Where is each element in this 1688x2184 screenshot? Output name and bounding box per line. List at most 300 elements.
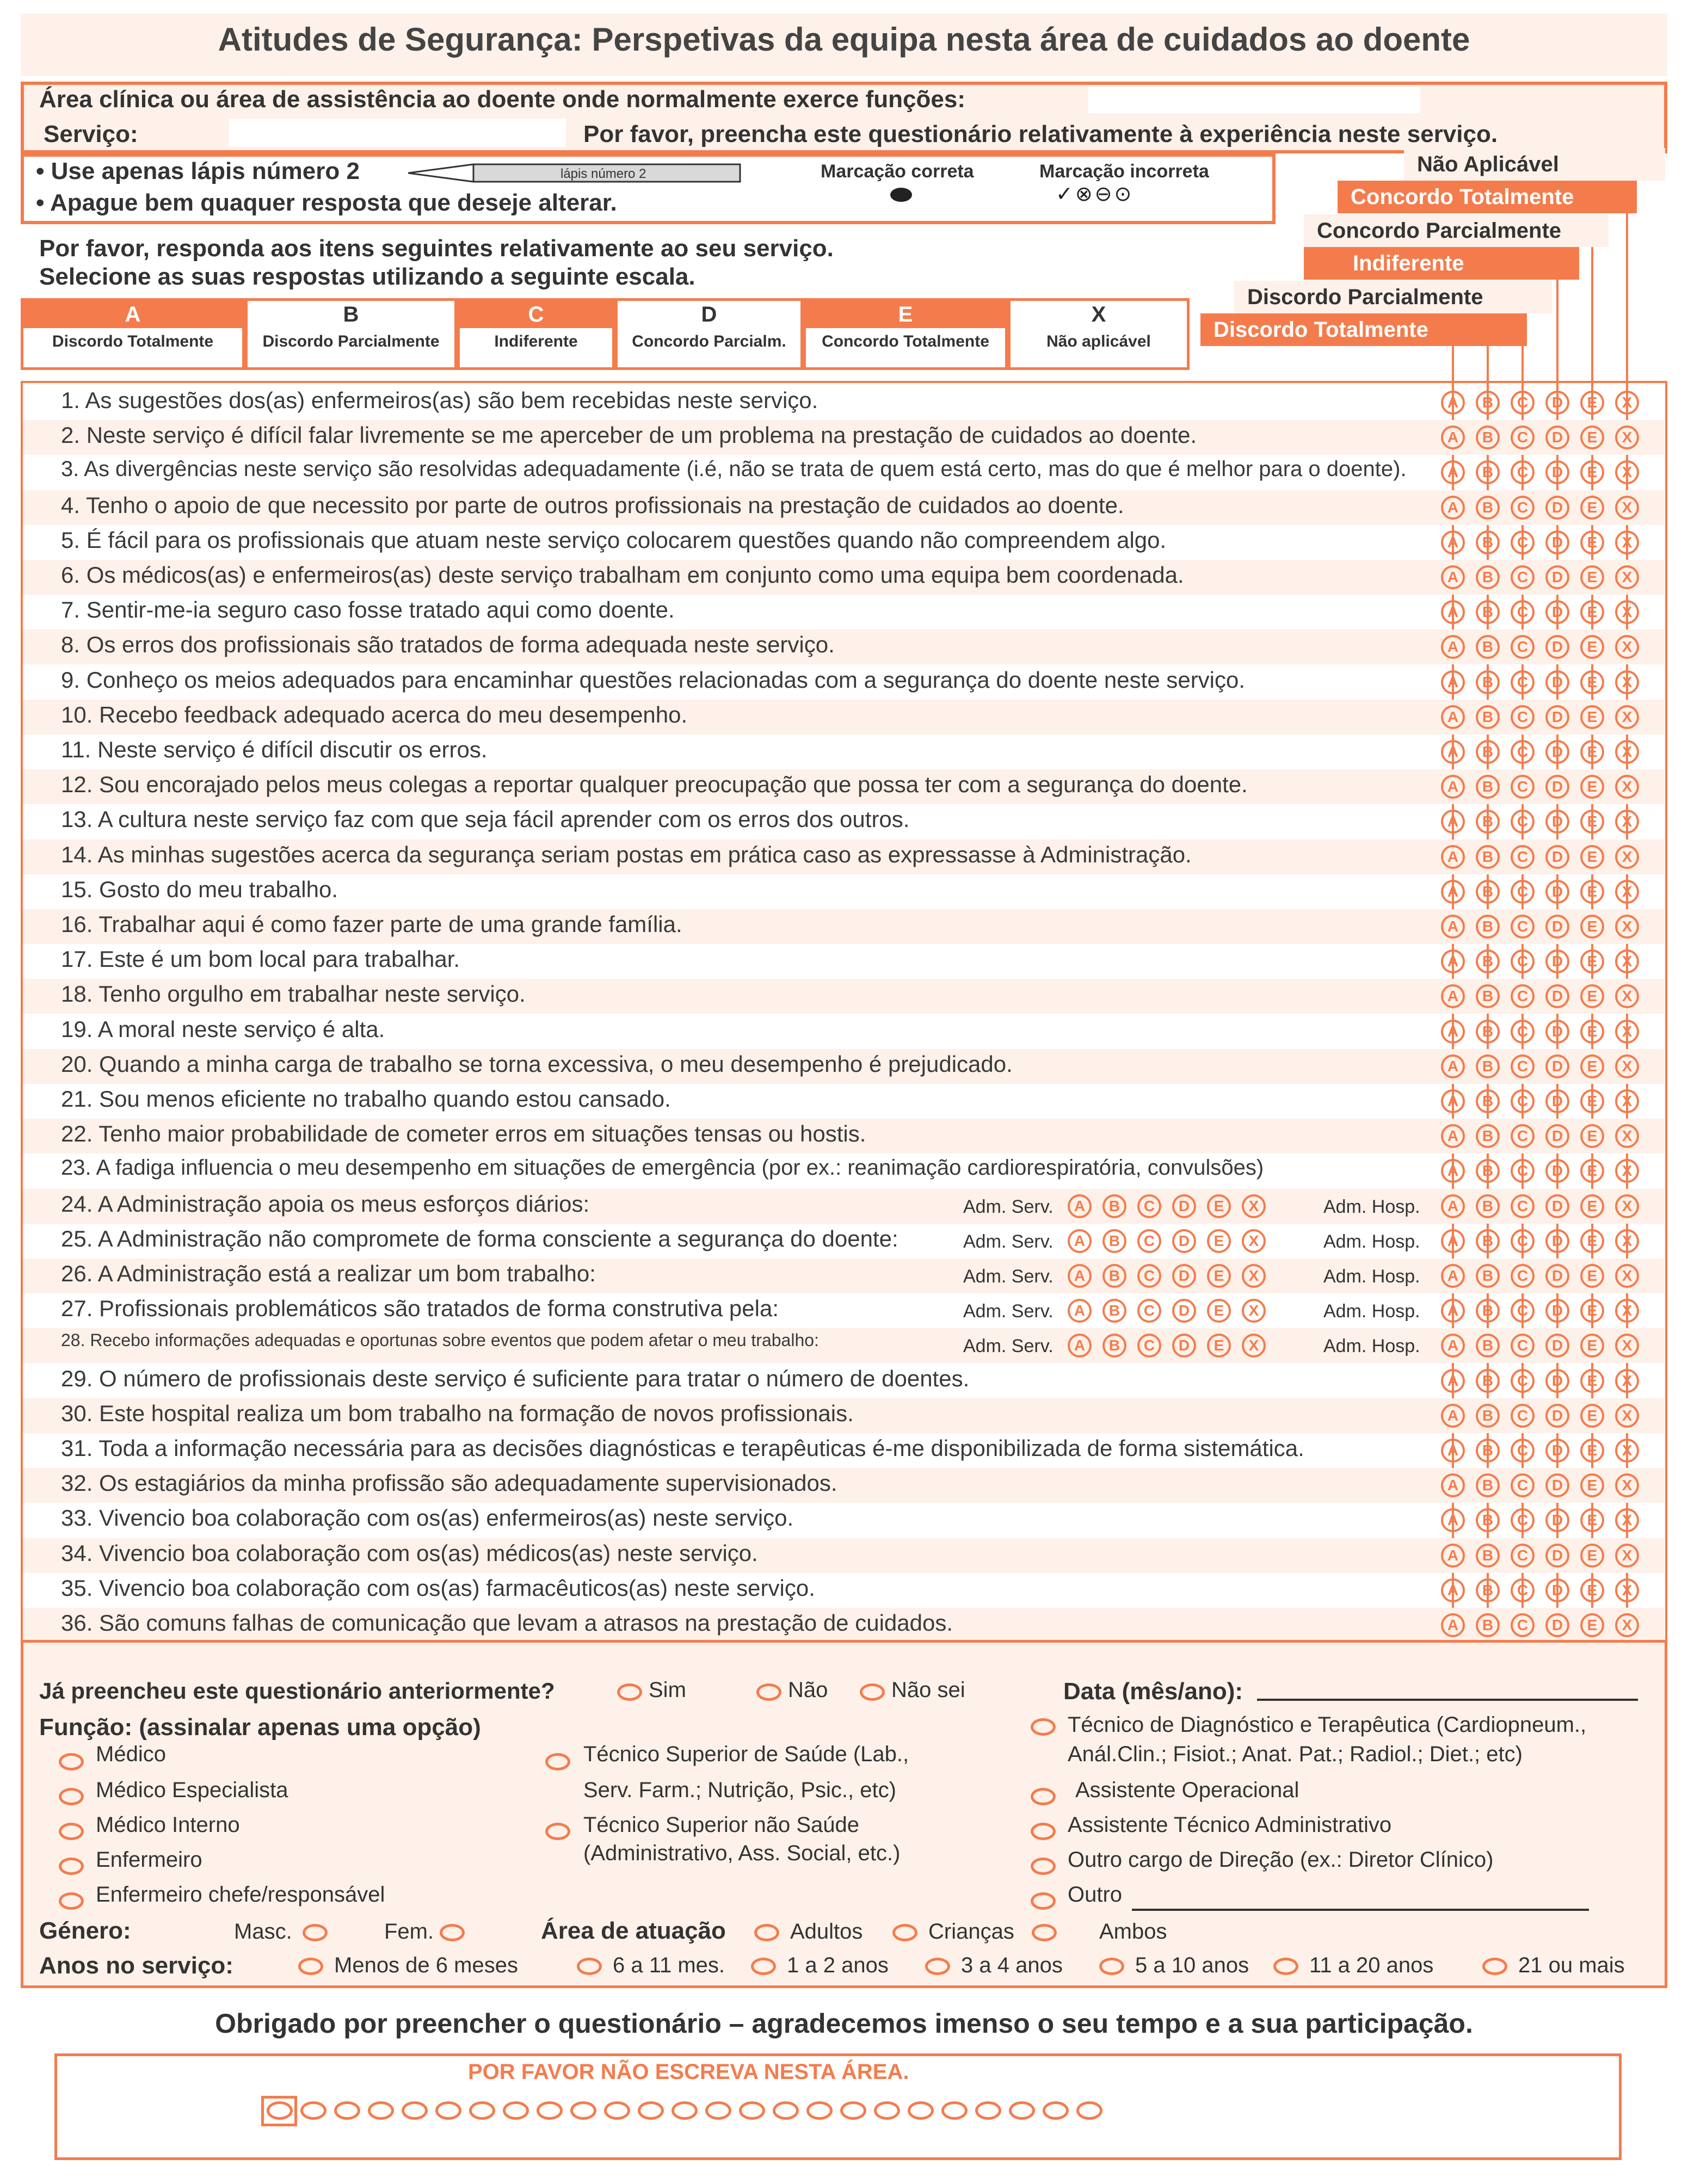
- answer-bubble-e[interactable]: E: [1580, 1473, 1604, 1497]
- answer-bubble-d[interactable]: D: [1545, 1578, 1569, 1602]
- answer-bubble-x[interactable]: X: [1615, 600, 1639, 624]
- answer-bubble-b[interactable]: B: [1476, 775, 1500, 799]
- answer-bubble-x[interactable]: X: [1615, 915, 1639, 939]
- years-radio[interactable]: [1273, 1958, 1298, 1975]
- answer-bubble-a[interactable]: A: [1441, 740, 1465, 764]
- answer-bubble-a[interactable]: A: [1441, 425, 1465, 449]
- adm-serv-bubble-x[interactable]: X: [1242, 1194, 1266, 1218]
- answer-bubble-a[interactable]: A: [1441, 1508, 1465, 1532]
- answer-bubble-b[interactable]: B: [1476, 880, 1500, 904]
- answer-bubble-c[interactable]: C: [1511, 1229, 1535, 1253]
- answer-bubble-x[interactable]: X: [1615, 1439, 1639, 1463]
- service-input[interactable]: [229, 119, 566, 147]
- answer-bubble-a[interactable]: A: [1441, 705, 1465, 729]
- answer-bubble-b[interactable]: B: [1476, 1613, 1500, 1637]
- func-enfchefe-radio[interactable]: [59, 1892, 84, 1910]
- answer-bubble-x[interactable]: X: [1615, 1473, 1639, 1497]
- answer-bubble-b[interactable]: B: [1476, 635, 1500, 659]
- func-medico-radio[interactable]: [59, 1753, 84, 1770]
- adm-serv-bubble-d[interactable]: D: [1172, 1334, 1196, 1358]
- answer-bubble-c[interactable]: C: [1511, 1439, 1535, 1463]
- func-especialista-radio[interactable]: [59, 1788, 84, 1805]
- answer-bubble-c[interactable]: C: [1511, 1334, 1535, 1358]
- adm-serv-bubble-d[interactable]: D: [1172, 1229, 1196, 1253]
- answer-bubble-e[interactable]: E: [1580, 530, 1604, 554]
- answer-bubble-a[interactable]: A: [1441, 1020, 1465, 1044]
- answer-bubble-b[interactable]: B: [1476, 1544, 1500, 1568]
- erase-instruction: • Apague bem quaquer resposta que deseje alterar.: [36, 189, 617, 216]
- answer-bubble-a[interactable]: A: [1441, 1264, 1465, 1288]
- answer-bubble-d[interactable]: D: [1545, 1299, 1569, 1323]
- answer-bubble-d[interactable]: D: [1545, 1229, 1569, 1253]
- answer-bubble-x[interactable]: X: [1615, 635, 1639, 659]
- answer-bubble-e[interactable]: E: [1580, 1124, 1604, 1148]
- answer-bubble-d[interactable]: D: [1545, 1264, 1569, 1288]
- answer-bubble-b[interactable]: B: [1476, 915, 1500, 939]
- answer-bubble-x[interactable]: X: [1615, 705, 1639, 729]
- answer-bubble-c[interactable]: C: [1511, 565, 1535, 589]
- answer-bubble-x[interactable]: X: [1615, 1334, 1639, 1358]
- answer-bubble-d[interactable]: D: [1545, 460, 1569, 484]
- adm-serv-bubble-b[interactable]: B: [1102, 1229, 1126, 1253]
- answer-bubble-x[interactable]: X: [1615, 984, 1639, 1008]
- adm-serv-bubble-c[interactable]: C: [1137, 1194, 1161, 1218]
- answer-bubble-c[interactable]: C: [1511, 1369, 1535, 1393]
- adm-serv-bubble-a[interactable]: A: [1068, 1264, 1092, 1288]
- answer-bubble-b[interactable]: B: [1476, 565, 1500, 589]
- prev-sim-label: Sim: [649, 1678, 686, 1702]
- answer-bubble-x[interactable]: X: [1615, 1054, 1639, 1078]
- answer-bubble-d[interactable]: D: [1545, 705, 1569, 729]
- answer-bubble-e[interactable]: E: [1580, 1369, 1604, 1393]
- answer-bubble-x[interactable]: X: [1615, 775, 1639, 799]
- gender-masc-radio[interactable]: [303, 1924, 328, 1941]
- adm-serv-bubble-x[interactable]: X: [1242, 1299, 1266, 1323]
- adm-serv-bubble-e[interactable]: E: [1207, 1299, 1231, 1323]
- years-radio[interactable]: [577, 1958, 602, 1975]
- answer-bubble-x[interactable]: X: [1615, 565, 1639, 589]
- answer-bubble-b[interactable]: B: [1476, 1089, 1500, 1113]
- answer-bubble-d[interactable]: D: [1545, 775, 1569, 799]
- answer-bubble-d[interactable]: D: [1545, 425, 1569, 449]
- answer-bubble-a[interactable]: A: [1441, 810, 1465, 834]
- adm-serv-bubble-x[interactable]: X: [1242, 1334, 1266, 1358]
- answer-bubble-e[interactable]: E: [1580, 670, 1604, 694]
- answer-bubble-a[interactable]: A: [1441, 915, 1465, 939]
- answer-bubble-b[interactable]: B: [1476, 984, 1500, 1008]
- answer-bubble-b[interactable]: B: [1476, 1473, 1500, 1497]
- answer-bubble-a[interactable]: A: [1441, 1229, 1465, 1253]
- question-row: [23, 525, 1664, 560]
- answer-bubble-d[interactable]: D: [1545, 635, 1569, 659]
- answer-bubble-b[interactable]: B: [1476, 1369, 1500, 1393]
- answer-bubble-d[interactable]: D: [1545, 1473, 1569, 1497]
- answer-bubble-c[interactable]: C: [1511, 740, 1535, 764]
- adm-serv-bubble-e[interactable]: E: [1207, 1334, 1231, 1358]
- func-direcao-radio[interactable]: [1031, 1858, 1056, 1875]
- answer-bubble-e[interactable]: E: [1580, 1613, 1604, 1637]
- adm-serv-bubble-a[interactable]: A: [1068, 1334, 1092, 1358]
- answer-bubble-b[interactable]: B: [1476, 810, 1500, 834]
- answer-bubble-x[interactable]: X: [1615, 1369, 1639, 1393]
- answer-bubble-a[interactable]: A: [1441, 391, 1465, 415]
- answer-bubble-a[interactable]: A: [1441, 880, 1465, 904]
- answer-bubble-d[interactable]: D: [1545, 1613, 1569, 1637]
- answer-bubble-e[interactable]: E: [1580, 880, 1604, 904]
- answer-bubble-d[interactable]: D: [1545, 1439, 1569, 1463]
- answer-bubble-d[interactable]: D: [1545, 530, 1569, 554]
- answer-bubble-x[interactable]: X: [1615, 949, 1639, 973]
- answer-bubble-c[interactable]: C: [1511, 915, 1535, 939]
- answer-bubble-a[interactable]: A: [1441, 1194, 1465, 1218]
- answer-bubble-x[interactable]: X: [1615, 880, 1639, 904]
- answer-bubble-c[interactable]: C: [1511, 984, 1535, 1008]
- answer-bubble-d[interactable]: D: [1545, 1334, 1569, 1358]
- answer-bubble-d[interactable]: D: [1545, 810, 1569, 834]
- answer-bubble-e[interactable]: E: [1580, 984, 1604, 1008]
- answer-bubble-a[interactable]: A: [1441, 600, 1465, 624]
- answer-bubble-c[interactable]: C: [1511, 1404, 1535, 1428]
- answer-bubble-d[interactable]: D: [1545, 391, 1569, 415]
- adm-serv-bubble-a[interactable]: A: [1068, 1194, 1092, 1218]
- answer-bubble-a[interactable]: A: [1441, 775, 1465, 799]
- answer-bubble-c[interactable]: C: [1511, 1578, 1535, 1602]
- answer-bubble-e[interactable]: E: [1580, 949, 1604, 973]
- answer-bubble-b[interactable]: B: [1476, 1124, 1500, 1148]
- adm-hosp-label: Adm. Hosp.: [1323, 1266, 1420, 1287]
- answer-bubble-b[interactable]: B: [1476, 705, 1500, 729]
- answer-bubble-c[interactable]: C: [1511, 1054, 1535, 1078]
- answer-bubble-e[interactable]: E: [1580, 425, 1604, 449]
- no-write-bubble: [300, 2101, 326, 2120]
- adm-serv-bubble-c[interactable]: C: [1137, 1299, 1161, 1323]
- answer-bubble-c[interactable]: C: [1511, 635, 1535, 659]
- answer-bubble-b[interactable]: B: [1476, 670, 1500, 694]
- adm-serv-bubble-b[interactable]: B: [1102, 1334, 1126, 1358]
- answer-bubble-c[interactable]: C: [1511, 949, 1535, 973]
- prev-nao-radio[interactable]: [756, 1683, 781, 1701]
- answer-bubble-e[interactable]: E: [1580, 1054, 1604, 1078]
- answer-bubble-d[interactable]: D: [1545, 1194, 1569, 1218]
- answer-bubble-e[interactable]: E: [1580, 775, 1604, 799]
- answer-bubble-e[interactable]: E: [1580, 1194, 1604, 1218]
- question-text: 11. Neste serviço é difícil discutir os erros.: [61, 737, 488, 762]
- question-row: [23, 1328, 1664, 1363]
- func-outro-radio[interactable]: [1031, 1892, 1056, 1910]
- no-write-bubble: [739, 2101, 765, 2120]
- question-text: 20. Quando a minha carga de trabalho se torna excessiva, o meu desempenho é prejudicado.: [61, 1051, 1013, 1077]
- adm-hosp-label: Adm. Hosp.: [1323, 1231, 1420, 1252]
- answer-bubble-a[interactable]: A: [1441, 1054, 1465, 1078]
- answer-bubble-a[interactable]: A: [1441, 949, 1465, 973]
- answer-bubble-d[interactable]: D: [1545, 1054, 1569, 1078]
- answer-bubble-d[interactable]: D: [1545, 984, 1569, 1008]
- answer-bubble-a[interactable]: A: [1441, 1369, 1465, 1393]
- answer-bubble-b[interactable]: B: [1476, 460, 1500, 484]
- answer-bubble-c[interactable]: C: [1511, 1613, 1535, 1637]
- answer-bubble-x[interactable]: X: [1615, 1613, 1639, 1637]
- answer-bubble-c[interactable]: C: [1511, 1020, 1535, 1044]
- answer-bubble-c[interactable]: C: [1511, 1089, 1535, 1113]
- answer-bubble-b[interactable]: B: [1476, 530, 1500, 554]
- answer-bubble-c[interactable]: C: [1511, 670, 1535, 694]
- func-tss-radio[interactable]: [545, 1753, 570, 1770]
- adm-serv-bubble-c[interactable]: C: [1137, 1334, 1161, 1358]
- answer-bubble-x[interactable]: X: [1615, 1544, 1639, 1568]
- answer-bubble-c[interactable]: C: [1511, 530, 1535, 554]
- answer-bubble-x[interactable]: X: [1615, 740, 1639, 764]
- answer-bubble-a[interactable]: A: [1441, 565, 1465, 589]
- answer-bubble-x[interactable]: X: [1615, 1578, 1639, 1602]
- question-text: 1. As sugestões dos(as) enfermeiros(as) são bem recebidas neste serviço.: [61, 387, 818, 413]
- answer-bubble-d[interactable]: D: [1545, 600, 1569, 624]
- answer-bubble-d[interactable]: D: [1545, 496, 1569, 520]
- answer-bubble-c[interactable]: C: [1511, 460, 1535, 484]
- answer-bubble-b[interactable]: B: [1476, 740, 1500, 764]
- adm-serv-bubble-x[interactable]: X: [1242, 1229, 1266, 1253]
- years-radio[interactable]: [1482, 1958, 1507, 1975]
- func-operacional-radio[interactable]: [1031, 1788, 1056, 1805]
- area-ambos-radio[interactable]: [1032, 1924, 1057, 1941]
- adm-serv-bubble-a[interactable]: A: [1068, 1229, 1092, 1253]
- adm-serv-bubble-e[interactable]: E: [1207, 1264, 1231, 1288]
- answer-bubble-x[interactable]: X: [1615, 810, 1639, 834]
- answer-bubble-e[interactable]: E: [1580, 391, 1604, 415]
- answer-bubble-b[interactable]: B: [1476, 1578, 1500, 1602]
- adm-serv-bubble-x[interactable]: X: [1242, 1264, 1266, 1288]
- answer-bubble-d[interactable]: D: [1545, 740, 1569, 764]
- answer-bubble-x[interactable]: X: [1615, 460, 1639, 484]
- answer-bubble-x[interactable]: X: [1615, 496, 1639, 520]
- answer-bubble-b[interactable]: B: [1476, 949, 1500, 973]
- answer-bubble-x[interactable]: X: [1615, 425, 1639, 449]
- answer-bubble-e[interactable]: E: [1580, 496, 1604, 520]
- func-enfermeiro-radio[interactable]: [59, 1858, 84, 1875]
- answer-bubble-e[interactable]: E: [1580, 845, 1604, 869]
- answer-bubble-d[interactable]: D: [1545, 1089, 1569, 1113]
- answer-bubble-b[interactable]: B: [1476, 1299, 1500, 1323]
- answer-bubble-b[interactable]: B: [1476, 496, 1500, 520]
- adm-serv-label: Adm. Serv.: [963, 1266, 1054, 1287]
- answer-bubble-d[interactable]: D: [1545, 1404, 1569, 1428]
- answer-bubble-c[interactable]: C: [1511, 845, 1535, 869]
- answer-bubble-a[interactable]: A: [1441, 1404, 1465, 1428]
- answer-bubble-c[interactable]: C: [1511, 810, 1535, 834]
- prev-naosei-radio[interactable]: [860, 1683, 885, 1701]
- adm-serv-bubble-b[interactable]: B: [1102, 1299, 1126, 1323]
- answer-bubble-a[interactable]: A: [1441, 984, 1465, 1008]
- adm-serv-bubble-d[interactable]: D: [1172, 1299, 1196, 1323]
- answer-bubble-c[interactable]: C: [1511, 775, 1535, 799]
- answer-bubble-x[interactable]: X: [1615, 1299, 1639, 1323]
- answer-bubble-e[interactable]: E: [1580, 1159, 1604, 1183]
- answer-bubble-a[interactable]: A: [1441, 635, 1465, 659]
- adm-serv-bubble-b[interactable]: B: [1102, 1264, 1126, 1288]
- func-ata: Assistente Técnico Administrativo: [1068, 1813, 1392, 1837]
- answer-bubble-d[interactable]: D: [1545, 1159, 1569, 1183]
- answer-bubble-a[interactable]: A: [1441, 1613, 1465, 1637]
- func-tsns-radio[interactable]: [545, 1823, 570, 1840]
- answer-bubble-c[interactable]: C: [1511, 1159, 1535, 1183]
- answer-bubble-b[interactable]: B: [1476, 391, 1500, 415]
- answer-bubble-e[interactable]: E: [1580, 1544, 1604, 1568]
- answer-bubble-d[interactable]: D: [1545, 1544, 1569, 1568]
- answer-bubble-e[interactable]: E: [1580, 1264, 1604, 1288]
- answer-bubble-a[interactable]: A: [1441, 1159, 1465, 1183]
- question-text: 35. Vivencio boa colaboração com os(as) farmacêuticos(as) neste serviço.: [61, 1575, 815, 1601]
- years-radio[interactable]: [751, 1958, 776, 1975]
- answer-bubble-c[interactable]: C: [1511, 1264, 1535, 1288]
- answer-bubble-c[interactable]: C: [1511, 1544, 1535, 1568]
- answer-bubble-c[interactable]: C: [1511, 1508, 1535, 1532]
- answer-bubble-d[interactable]: D: [1545, 1124, 1569, 1148]
- answer-bubble-e[interactable]: E: [1580, 1229, 1604, 1253]
- answer-bubble-d[interactable]: D: [1545, 845, 1569, 869]
- adm-serv-bubble-e[interactable]: E: [1207, 1194, 1231, 1218]
- answer-bubble-d[interactable]: D: [1545, 949, 1569, 973]
- answer-bubble-a[interactable]: A: [1441, 1578, 1465, 1602]
- func-outro-input[interactable]: [1132, 1909, 1589, 1911]
- answer-bubble-e[interactable]: E: [1580, 1439, 1604, 1463]
- answer-bubble-e[interactable]: E: [1580, 1508, 1604, 1532]
- answer-bubble-b[interactable]: B: [1476, 1020, 1500, 1044]
- func-tdt-radio[interactable]: [1031, 1718, 1056, 1736]
- answer-bubble-d[interactable]: D: [1545, 670, 1569, 694]
- answer-bubble-b[interactable]: B: [1476, 845, 1500, 869]
- answer-bubble-d[interactable]: D: [1545, 1020, 1569, 1044]
- years-radio[interactable]: [925, 1958, 950, 1975]
- answer-bubble-x[interactable]: X: [1615, 1124, 1639, 1148]
- years-radio[interactable]: [1099, 1958, 1124, 1975]
- answer-bubble-c[interactable]: C: [1511, 705, 1535, 729]
- question-text: 14. As minhas sugestões acerca da segurança seriam postas em prática caso as expressasse à Administração.: [61, 841, 1192, 867]
- answer-bubble-b[interactable]: B: [1476, 1404, 1500, 1428]
- answer-bubble-e[interactable]: E: [1580, 1578, 1604, 1602]
- answer-bubble-e[interactable]: E: [1580, 460, 1604, 484]
- answer-bubble-b[interactable]: B: [1476, 1194, 1500, 1218]
- answer-bubble-x[interactable]: X: [1615, 1194, 1639, 1218]
- func-enfermeiro: Enfermeiro: [96, 1848, 202, 1872]
- answer-bubble-a[interactable]: A: [1441, 1124, 1465, 1148]
- answer-bubble-c[interactable]: C: [1511, 496, 1535, 520]
- date-input[interactable]: [1257, 1699, 1638, 1701]
- answer-bubble-e[interactable]: E: [1580, 1089, 1604, 1113]
- answer-bubble-e[interactable]: E: [1580, 740, 1604, 764]
- answer-bubble-c[interactable]: C: [1511, 391, 1535, 415]
- adm-serv-bubble-d[interactable]: D: [1172, 1264, 1196, 1288]
- answer-bubble-b[interactable]: B: [1476, 1264, 1500, 1288]
- answer-bubble-x[interactable]: X: [1615, 391, 1639, 415]
- func-outro: Outro: [1068, 1883, 1123, 1907]
- gender-fem-radio[interactable]: [440, 1924, 465, 1941]
- answer-bubble-a[interactable]: A: [1441, 1439, 1465, 1463]
- adm-serv-bubble-a[interactable]: A: [1068, 1299, 1092, 1323]
- answer-bubble-c[interactable]: C: [1511, 600, 1535, 624]
- adm-serv-bubble-b[interactable]: B: [1102, 1194, 1126, 1218]
- question-row: [23, 385, 1664, 420]
- adm-serv-bubble-e[interactable]: E: [1207, 1229, 1231, 1253]
- answer-bubble-a[interactable]: A: [1441, 845, 1465, 869]
- answer-bubble-a[interactable]: A: [1441, 496, 1465, 520]
- answer-bubble-e[interactable]: E: [1580, 1020, 1604, 1044]
- answer-bubble-a[interactable]: A: [1441, 460, 1465, 484]
- answer-bubble-b[interactable]: B: [1476, 1334, 1500, 1358]
- func-interno-radio[interactable]: [59, 1823, 84, 1840]
- answer-bubble-e[interactable]: E: [1580, 635, 1604, 659]
- adm-serv-bubble-c[interactable]: C: [1137, 1229, 1161, 1253]
- question-row: [23, 1503, 1664, 1538]
- answer-bubble-b[interactable]: B: [1476, 1159, 1500, 1183]
- answer-bubble-d[interactable]: D: [1545, 915, 1569, 939]
- answer-bubble-e[interactable]: E: [1580, 600, 1604, 624]
- answer-bubble-b[interactable]: B: [1476, 425, 1500, 449]
- answer-bubble-x[interactable]: X: [1615, 1404, 1639, 1428]
- answer-bubble-a[interactable]: A: [1441, 1089, 1465, 1113]
- answer-bubble-d[interactable]: D: [1545, 565, 1569, 589]
- answer-bubble-b[interactable]: B: [1476, 600, 1500, 624]
- area-criancas-radio[interactable]: [892, 1924, 917, 1941]
- answer-bubble-a[interactable]: A: [1441, 1544, 1465, 1568]
- answer-bubble-x[interactable]: X: [1615, 1020, 1639, 1044]
- answer-bubble-c[interactable]: C: [1511, 1299, 1535, 1323]
- answer-bubble-e[interactable]: E: [1580, 810, 1604, 834]
- answer-bubble-c[interactable]: C: [1511, 425, 1535, 449]
- area-adultos-radio[interactable]: [754, 1924, 779, 1941]
- answer-bubble-x[interactable]: X: [1615, 1089, 1639, 1113]
- answer-bubble-a[interactable]: A: [1441, 530, 1465, 554]
- answer-bubble-x[interactable]: X: [1615, 1159, 1639, 1183]
- area-input[interactable]: [1088, 87, 1420, 113]
- answer-bubble-x[interactable]: X: [1615, 530, 1639, 554]
- answer-bubble-c[interactable]: C: [1511, 1124, 1535, 1148]
- func-ata-radio[interactable]: [1031, 1823, 1056, 1840]
- years-radio[interactable]: [298, 1958, 323, 1975]
- prev-sim-radio[interactable]: [617, 1683, 642, 1701]
- answer-bubble-x[interactable]: X: [1615, 1264, 1639, 1288]
- answer-bubble-x[interactable]: X: [1615, 1229, 1639, 1253]
- adm-serv-bubble-c[interactable]: C: [1137, 1264, 1161, 1288]
- adm-serv-bubble-d[interactable]: D: [1172, 1194, 1196, 1218]
- answer-bubble-a[interactable]: A: [1441, 1299, 1465, 1323]
- answer-bubble-x[interactable]: X: [1615, 670, 1639, 694]
- answer-bubble-e[interactable]: E: [1580, 1334, 1604, 1358]
- answer-bubble-e[interactable]: E: [1580, 915, 1604, 939]
- answer-bubble-b[interactable]: B: [1476, 1508, 1500, 1532]
- answer-bubble-b[interactable]: B: [1476, 1439, 1500, 1463]
- answer-bubble-b[interactable]: B: [1476, 1229, 1500, 1253]
- years-option-label: Menos de 6 meses: [334, 1953, 518, 1977]
- answer-bubble-d[interactable]: D: [1545, 1369, 1569, 1393]
- adm-hosp-label: Adm. Hosp.: [1323, 1301, 1420, 1322]
- answer-bubble-x[interactable]: X: [1615, 1508, 1639, 1532]
- answer-bubble-d[interactable]: D: [1545, 880, 1569, 904]
- answer-bubble-d[interactable]: D: [1545, 1508, 1569, 1532]
- answer-bubble-x[interactable]: X: [1615, 845, 1639, 869]
- incorrect-marks-icon: ✓⊗⊖⊙: [1056, 183, 1134, 206]
- answer-bubble-a[interactable]: A: [1441, 1334, 1465, 1358]
- answer-bubble-a[interactable]: A: [1441, 1473, 1465, 1497]
- answer-bubble-b[interactable]: B: [1476, 1054, 1500, 1078]
- answer-bubble-c[interactable]: C: [1511, 1194, 1535, 1218]
- area-label: Área de atuação: [541, 1917, 726, 1944]
- answer-bubble-c[interactable]: C: [1511, 880, 1535, 904]
- answer-bubble-e[interactable]: E: [1580, 705, 1604, 729]
- answer-bubble-a[interactable]: A: [1441, 670, 1465, 694]
- answer-bubble-e[interactable]: E: [1580, 1404, 1604, 1428]
- answer-bubble-e[interactable]: E: [1580, 565, 1604, 589]
- answer-bubble-e[interactable]: E: [1580, 1299, 1604, 1323]
- answer-bubble-c[interactable]: C: [1511, 1473, 1535, 1497]
